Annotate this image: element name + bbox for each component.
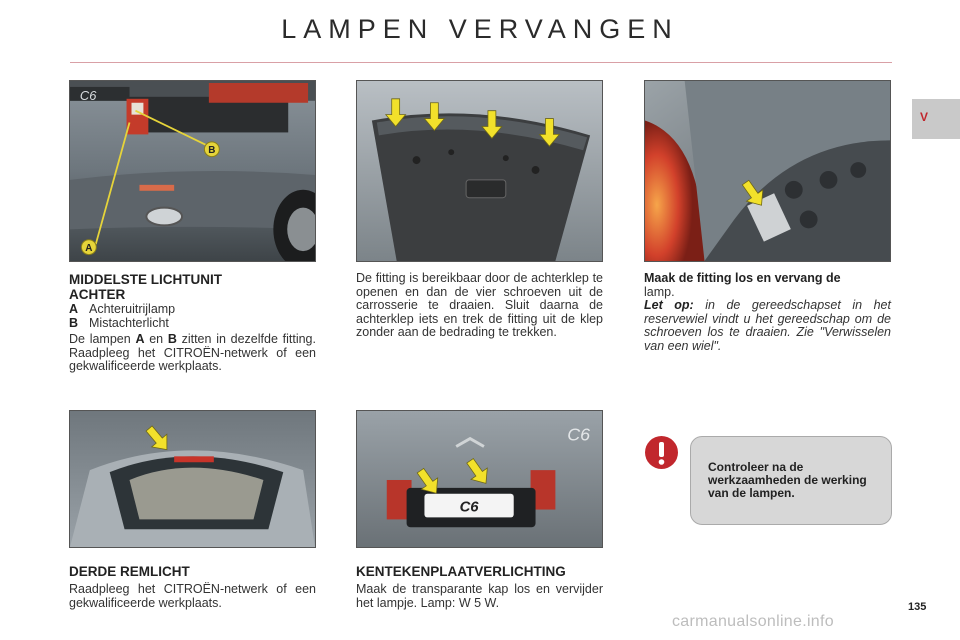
- exclamation-icon: [644, 435, 679, 470]
- photo-third-brake-light: [69, 410, 316, 548]
- photo-tailgate-interior: [356, 80, 603, 262]
- badge-text: C6: [79, 87, 97, 103]
- list-item: [69, 317, 169, 331]
- item-key: B: [69, 316, 79, 330]
- replace-note: Let op: in de gereedschapset in het reservewiel vindt u het gereedschap om de schroeven los te draaien. Zie "Verwisselen van een wiel".: [644, 298, 891, 353]
- brand-text: C6: [567, 424, 591, 445]
- ref-b: B: [167, 332, 177, 346]
- photo-licence-plate-lights: [356, 410, 603, 548]
- item-label: Mistachterlicht: [89, 316, 169, 330]
- callout-b: B: [208, 145, 216, 157]
- page-title: LAMPEN VERVANGEN: [281, 14, 679, 44]
- photo-rear-light-unit: [69, 80, 316, 262]
- item-key: A: [69, 302, 79, 316]
- photo-fitting-detail: [644, 80, 891, 262]
- fitting-access-text: De fitting is bereikbaar door de achterklep te openen en dan de vier schroeven uit de carrosserie te draaien. Sluit daarna de achterklep iets en trek de fitting uit de klep zonder aan de bedrading te trekken.: [356, 271, 603, 339]
- plate-light-heading: KENTEKENPLAATVERLICHTING: [356, 564, 566, 579]
- callout-a: A: [85, 243, 93, 255]
- rear-light-heading-line2: ACHTER: [69, 287, 126, 302]
- replace-lamp-text: Maak de fitting los en vervang de lamp.: [644, 271, 841, 299]
- chapter-tab-label: V: [920, 110, 929, 124]
- brake-light-text: Raadpleeg het CITROËN-netwerk of een gekwalificeerde werkplaats.: [69, 582, 316, 610]
- rear-light-heading-line1: MIDDELSTE LICHTUNIT: [69, 272, 222, 287]
- ref-a: A: [135, 332, 145, 346]
- item-label: Achteruitrijlamp: [89, 302, 176, 316]
- watermark: carmanualsonline.info: [672, 613, 834, 630]
- replace-lamp-bold: Maak de fitting los en vervang de: [644, 271, 841, 285]
- page-number: 135: [908, 601, 927, 613]
- list-item: [69, 303, 175, 317]
- note-label: Let op:: [644, 298, 694, 312]
- plate-text: C6: [459, 499, 479, 516]
- plate-light-text: Maak de transparante kap los en vervijder het lampje. Lamp: W 5 W.: [356, 582, 603, 610]
- rear-light-text: De lampen A en B zitten in dezelfde fitting. Raadpleeg het CITROËN-netwerk of een gekwalificeerde werkplaats.: [69, 332, 316, 373]
- chapter-tab[interactable]: [912, 99, 960, 139]
- warning-text: Controleer na de werkzaamheden de werking van de lampen.: [708, 460, 867, 500]
- brake-light-heading: DERDE REMLICHT: [69, 564, 190, 579]
- rear-light-heading: [69, 272, 319, 302]
- title-divider: [70, 62, 892, 63]
